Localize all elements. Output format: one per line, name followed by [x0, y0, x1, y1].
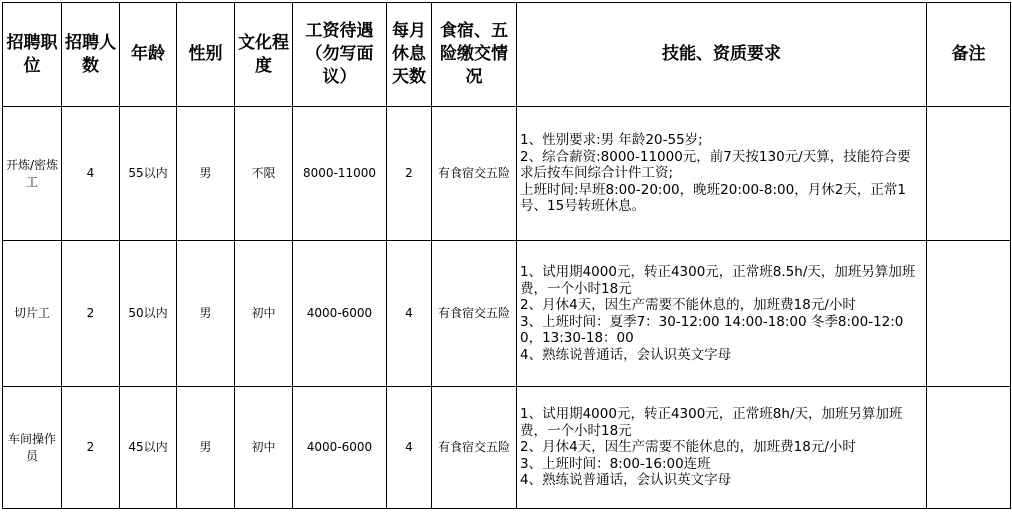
cell-age: 50以内	[120, 241, 177, 387]
cell-count: 4	[62, 107, 120, 241]
cell-benefits: 有食宿交五险	[432, 107, 517, 241]
cell-remarks	[927, 241, 1011, 387]
header-count: 招聘人数	[62, 3, 120, 107]
table-row	[3, 241, 1011, 387]
cell-remarks	[927, 107, 1011, 241]
requirement-line: 1、性别要求:男 年龄20-55岁;	[520, 132, 703, 149]
header-benefits: 食宿、五险缴交情况	[432, 3, 517, 107]
cell-age: 55以内	[120, 107, 177, 241]
cell-salary: 4000-6000	[293, 387, 387, 509]
cell-education: 初中	[235, 387, 293, 509]
requirement-line: 1、试用期4000元，转正4300元，正常班8.5h/天，加班另算加班费，一个小时18元	[520, 264, 916, 297]
requirement-line: 上班时间:早班8:00-20:00，晚班20:00-8:00，月休2天，正常1号、15号转班休息。	[520, 181, 906, 215]
header-salary: 工资待遇（勿写面议）	[293, 3, 387, 107]
cell-position: 切片工	[3, 241, 62, 387]
table-row	[3, 387, 1011, 509]
cell-age: 45以内	[120, 387, 177, 509]
cell-position: 车间操作员	[3, 387, 62, 509]
requirement-line: 3、上班时间：夏季7：30-12:00 14:00-18:00 冬季8:00-12:00，13:30-18：00	[520, 313, 904, 346]
header-education: 文化程度	[235, 3, 293, 107]
cell-education: 不限	[235, 107, 293, 241]
requirement-line: 2、月休4天，因生产需要不能休息的，加班费18元/小时	[520, 439, 856, 456]
header-age: 年龄	[120, 3, 177, 107]
header-rest-days: 每月休息天数	[387, 3, 432, 107]
cell-gender: 男	[177, 241, 235, 387]
cell-requirements	[517, 241, 927, 387]
cell-requirements	[517, 107, 927, 241]
cell-remarks	[927, 387, 1011, 509]
cell-salary: 4000-6000	[293, 241, 387, 387]
requirement-line: 4、熟练说普通话，会认识英文字母	[520, 472, 732, 489]
requirement-line: 2、综合薪资:8000-11000元，前7天按130元/天算，技能符合要求后按车间综合计件工资;	[520, 148, 911, 182]
requirement-line: 2、月休4天，因生产需要不能休息的，加班费18元/小时	[520, 297, 856, 313]
cell-education: 初中	[235, 241, 293, 387]
requirement-line: 4、熟练说普通话，会认识英文字母	[520, 346, 732, 363]
cell-position: 开炼/密炼工	[3, 107, 62, 241]
header-requirements: 技能、资质要求	[517, 3, 927, 107]
requirement-line: 3、上班时间：8:00-16:00连班	[520, 455, 711, 472]
cell-requirements	[517, 387, 927, 509]
cell-gender: 男	[177, 107, 235, 241]
cell-salary: 8000-11000	[293, 107, 387, 241]
recruitment-table	[2, 2, 1011, 509]
requirement-line: 1、试用期4000元，转正4300元，正常班8h/天，加班另算加班费，一个小时18元	[520, 406, 903, 439]
cell-benefits: 有食宿交五险	[432, 241, 517, 387]
cell-gender: 男	[177, 387, 235, 509]
header-remarks: 备注	[927, 3, 1011, 107]
cell-rest-days: 4	[387, 387, 432, 509]
cell-benefits: 有食宿交五险	[432, 387, 517, 509]
cell-rest-days: 4	[387, 241, 432, 387]
header-gender: 性别	[177, 3, 235, 107]
cell-count: 2	[62, 387, 120, 509]
header-row	[3, 3, 1011, 107]
header-position: 招聘职位	[3, 3, 62, 107]
cell-count: 2	[62, 241, 120, 387]
table-row	[3, 107, 1011, 241]
cell-rest-days: 2	[387, 107, 432, 241]
